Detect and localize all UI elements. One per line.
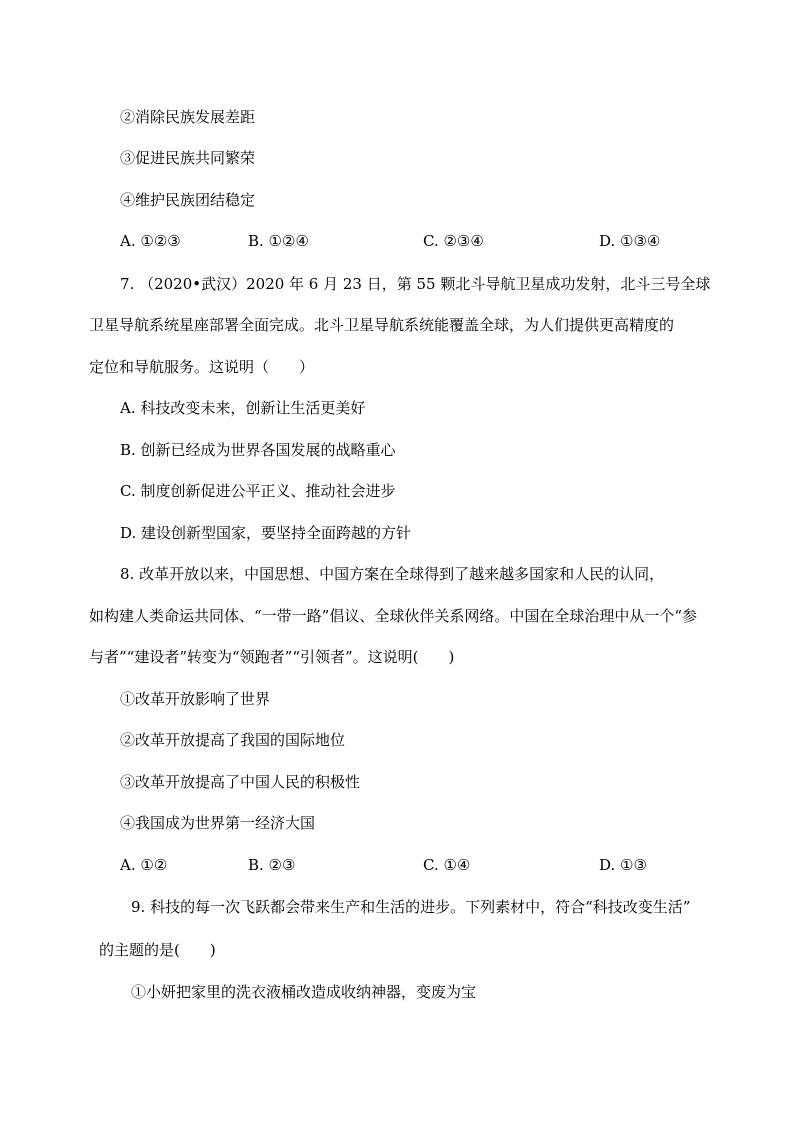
q8-option-d: D. ①③ — [599, 856, 647, 874]
q8-option-c: C. ①④ — [423, 856, 471, 874]
q8-item-2: ②改革开放提高了我国的国际地位 — [120, 731, 346, 749]
q8-item-1: ①改革开放影响了世界 — [120, 690, 271, 708]
q8-item-3: ③改革开放提高了中国人民的积极性 — [120, 773, 361, 791]
q6-option-d: D. ①③④ — [599, 232, 661, 250]
q8-stem-line-3: 与者”“建设者”转变为“领跑者”“引领者”。这说明( ) — [89, 648, 455, 666]
q6-option-b: B. ①②④ — [248, 232, 309, 250]
q7-stem-line-3: 定位和导航服务。这说明（ ） — [89, 358, 315, 376]
q7-option-a: A. 科技改变未来，创新让生活更美好 — [120, 399, 366, 417]
q6-item-3: ③促进民族共同繁荣 — [120, 149, 256, 167]
q6-option-c: C. ②③④ — [423, 232, 484, 250]
q8-option-b: B. ②③ — [248, 856, 296, 874]
q6-item-4: ④维护民族团结稳定 — [120, 191, 256, 209]
q8-item-4: ④我国成为世界第一经济大国 — [120, 814, 316, 832]
q9-item-1: ①小妍把家里的洗衣液桶改造成收纳神器，变废为宝 — [131, 983, 477, 1001]
q6-item-2: ②消除民族发展差距 — [120, 108, 256, 126]
q6-option-a: A. ①②③ — [120, 232, 181, 250]
q7-stem-line-1: 7. （2020•武汉）2020 年 6 月 23 日，第 55 颗北斗导航卫星成功发射，北斗三号全球 — [120, 275, 711, 293]
q7-stem-line-2: 卫星导航系统星座部署全面完成。北斗卫星导航系统能覆盖全球，为人们提供更高精度的 — [89, 316, 675, 334]
q7-option-b: B. 创新已经成为世界各国发展的战略重心 — [120, 441, 396, 459]
q8-option-a: A. ①② — [120, 856, 168, 874]
q9-stem-line-2: 的主题的是( ) — [99, 941, 216, 959]
q7-option-d: D. 建设创新型国家，要坚持全面跨越的方针 — [120, 524, 412, 542]
q9-stem-line-1: 9. 科技的每一次飞跃都会带来生产和生活的进步。下列素材中，符合“科技改变生活” — [131, 898, 691, 916]
q8-stem-line-1: 8. 改革开放以来，中国思想、中国方案在全球得到了越来越多国家和人民的认同， — [120, 565, 665, 583]
q7-option-c: C. 制度创新促进公平正义、推动社会进步 — [120, 482, 396, 500]
q8-stem-line-2: 如构建人类命运共同体、“一带一路”倡议、全球伙伴关系网络。中国在全球治理中从一个“参 — [89, 607, 698, 625]
